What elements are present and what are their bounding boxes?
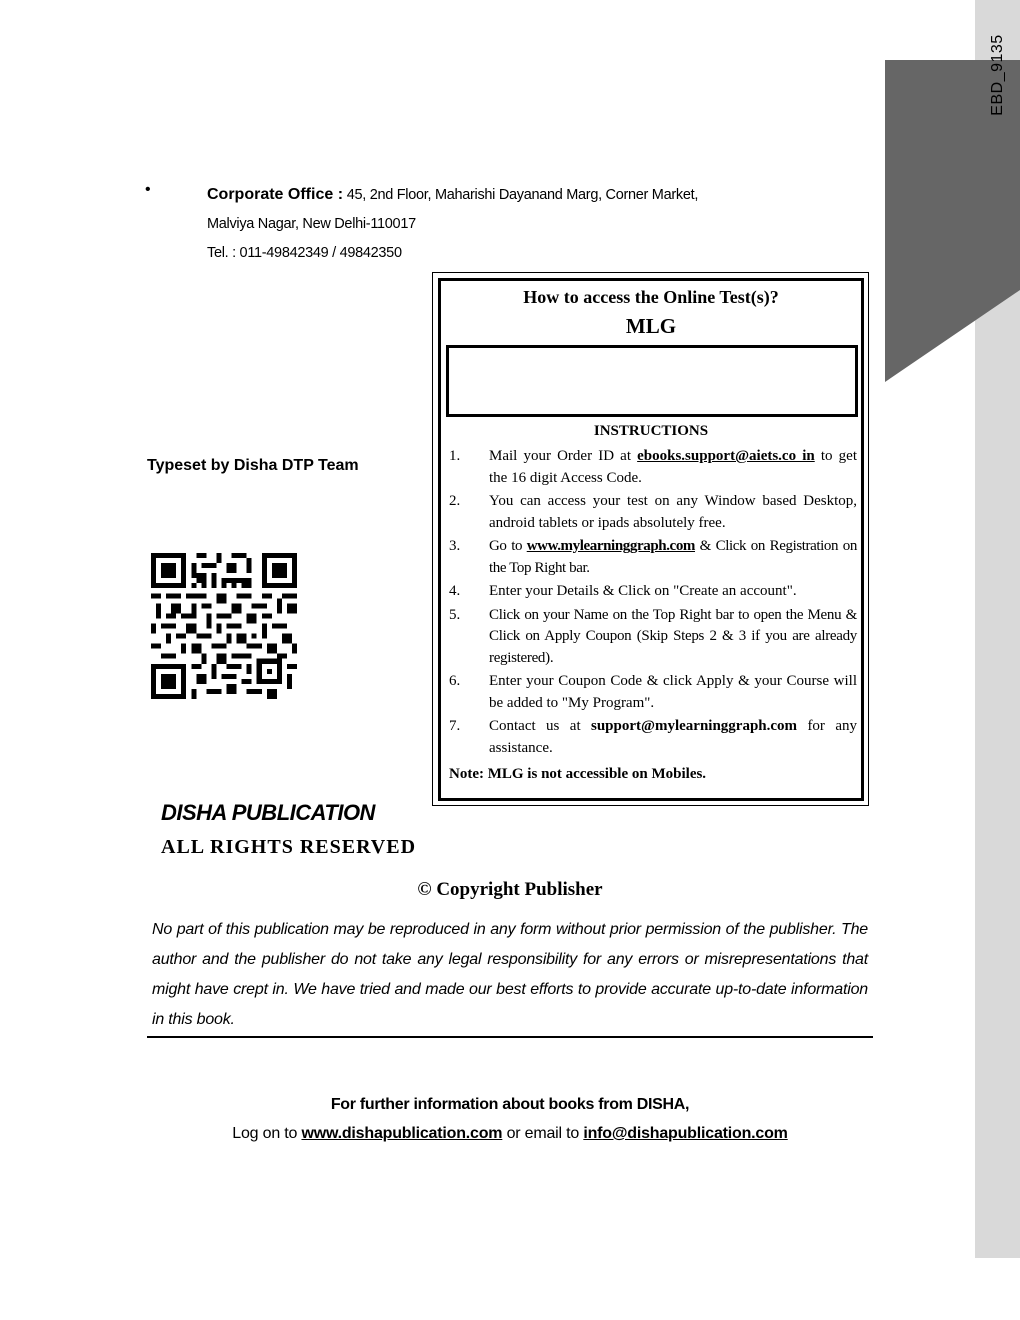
step-text-post: & Click on Registration on the Top Right bar.: [489, 538, 857, 576]
step-number: 5.: [449, 606, 461, 623]
qr-code: [151, 553, 297, 699]
online-test-subtitle: MLG: [625, 314, 677, 338]
instruction-steps: [449, 446, 857, 761]
instruction-step: [449, 536, 857, 579]
contact-pre: Log on to: [232, 1125, 302, 1142]
step-text-post: to get the 16 digit Access Code.: [489, 448, 857, 486]
book-code: EBD_9135: [989, 34, 1006, 116]
copyright-notice: © Copyright Publisher: [417, 879, 603, 900]
contact-email[interactable]: support@mylearninggraph.com: [591, 718, 798, 734]
disclaimer: No part of this publication may be reproduced in any form without prior permission of the publisher. The author and the publisher do not take any legal responsibility for any errors or misrepresentations that might have crept in. We have tried and made our best efforts to provide accurate up-to-date information in this book.: [152, 921, 868, 1028]
bullet-icon: •: [145, 181, 151, 198]
step-text: [489, 536, 857, 579]
support-email-link[interactable]: ebooks.support@aiets.co in: [637, 448, 815, 464]
rights-reserved: ALL RIGHTS RESERVED: [161, 836, 417, 858]
step-text: Enter your Details & Click on "Create an account".: [489, 583, 797, 599]
step-text: [489, 446, 857, 489]
office-phone: Tel. : 011-49842349 / 49842350: [207, 245, 402, 261]
step-text: Enter your Coupon Code & click Apply & your Course will be added to "My Program".: [489, 673, 857, 711]
instruction-step: [449, 446, 857, 489]
step-text: You can access your test on any Window based Desktop, android tablets or ipads absolutely free.: [489, 493, 857, 531]
step-text: Click on your Name on the Top Right bar to open the Menu & Click on Apply Coupon (Skip Steps 2 & 3 if you are already registered).: [489, 606, 857, 666]
instruction-step: [449, 671, 857, 714]
step-number: 2.: [449, 493, 461, 509]
corporate-office: [207, 180, 767, 268]
step-number: 1.: [449, 448, 461, 464]
step-text-pre: Mail your Order ID at: [489, 448, 638, 464]
divider: [147, 1036, 873, 1038]
website-footer-link[interactable]: www.dishapublication.com: [301, 1125, 503, 1142]
office-address-line1: 45, 2nd Floor, Maharishi Dayanand Marg, Corner Market,: [343, 187, 699, 203]
email-footer-link[interactable]: info@dishapublication.com: [583, 1125, 788, 1142]
website-link[interactable]: www.mylearninggraph.com: [526, 538, 696, 554]
contact-line: [0, 1125, 1020, 1143]
online-test-title: How to access the Online Test(s)?: [523, 287, 779, 307]
further-info: For further information about books from DISHA,: [330, 1096, 690, 1113]
access-code-box: [446, 345, 858, 417]
online-test-box: [438, 278, 864, 801]
step-text-post: for any assistance.: [489, 718, 857, 756]
mobile-note: Note: MLG is not accessible on Mobiles.: [449, 766, 707, 782]
contact-mid: or email to: [502, 1125, 584, 1142]
step-number: 3.: [449, 538, 461, 554]
office-label: Corporate Office :: [207, 186, 344, 203]
instruction-step: [449, 716, 857, 759]
step-text-pre: Go to: [489, 538, 527, 554]
step-text-pre: Contact us at: [489, 718, 591, 734]
step-number: 6.: [449, 673, 461, 689]
publisher-logo: DISHA PUBLICATION: [161, 800, 375, 825]
office-address-line2: Malviya Nagar, New Delhi-110017: [207, 216, 416, 232]
step-text: [489, 716, 857, 759]
instruction-step: [449, 491, 857, 534]
step-number: 4.: [449, 583, 461, 599]
instruction-step: [449, 605, 857, 670]
step-number: 7.: [449, 718, 461, 734]
instruction-step: [449, 581, 857, 603]
instructions-heading: INSTRUCTIONS: [593, 423, 709, 439]
typeset-credit: Typeset by Disha DTP Team: [147, 457, 359, 474]
